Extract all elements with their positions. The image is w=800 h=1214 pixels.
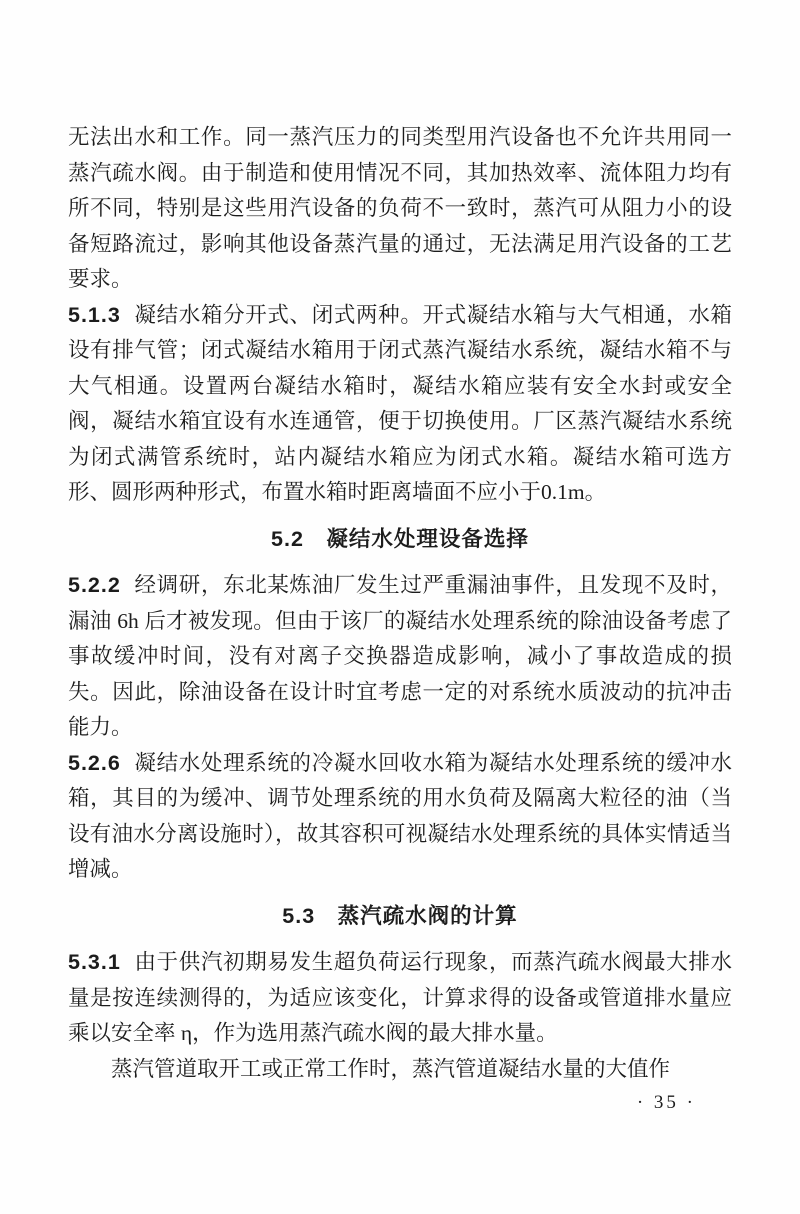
paragraph-text: 经调研，东北某炼油厂发生过严重漏油事件，且发现不及时，漏油 6h 后才被发现。但由于该厂的凝结水处理系统的除油设备考虑了事故缓冲时间，没有对离子交换器造成影响，减小了事故造成的损失。因此，除油设备在设计时宜考虑一定的对系统水质波动的抗冲击能力。: [68, 573, 732, 739]
clause-number: 5.2.2: [68, 573, 121, 597]
paragraph-closing: [68, 1052, 732, 1088]
paragraph-5-2-2: [68, 568, 732, 746]
paragraph-text: 蒸汽管道取开工或正常工作时，蒸汽管道凝结水量的大值作: [111, 1056, 671, 1081]
paragraph-text: 由于供汽初期易发生超负荷运行现象，而蒸汽疏水阀最大排水量是按连续测得的，为适应该变化，计算求得的设备或管道排水量应乘以安全率 η，作为选用蒸汽疏水阀的最大排水量。: [68, 950, 732, 1045]
paragraph-5-3-1: [68, 945, 732, 1052]
page-content: [68, 120, 732, 1087]
paragraph-text: 凝结水处理系统的冷凝水回收水箱为凝结水处理系统的缓冲水箱，其目的为缓冲、调节处理系统的用水负荷及隔离大粒径的油（当设有油水分离设施时），故其容积可视凝结水处理系统的具体实情适当增减。: [68, 750, 732, 881]
section-heading-5-2: 5.2 凝结水处理设备选择: [271, 526, 529, 551]
clause-number: 5.1.3: [68, 302, 121, 327]
paragraph-5-1-3: [68, 298, 732, 511]
clause-number: 5.3.1: [68, 950, 121, 974]
clause-number: 5.2.6: [68, 750, 121, 775]
paragraph-5-2-6: [68, 746, 732, 888]
paragraph-text: 凝结水箱分开式、闭式两种。开式凝结水箱与大气相通，水箱设有排气管；闭式凝结水箱用于闭式蒸汽凝结水系统，凝结水箱不与大气相通。设置两台凝结水箱时，凝结水箱应装有安全水封或安全阀，凝结水箱宜设有水连通管，便于切换使用。厂区蒸汽凝结水系统为闭式满管系统时，站内凝结水箱应为闭式水箱。凝结水箱可选方形、圆形两种形式，布置水箱时距离墙面不应小于0.1m。: [68, 302, 732, 504]
paragraph-text: 无法出水和工作。同一蒸汽压力的同类型用汽设备也不允许共用同一蒸汽疏水阀。由于制造和使用情况不同，其加热效率、流体阻力均有所不同，特别是这些用汽设备的负荷不一致时，蒸汽可从阻力小的设备短路流过，影响其他设备蒸汽量的通过，无法满足用汽设备的工艺要求。: [68, 125, 732, 291]
paragraph-continued: [68, 120, 732, 298]
page-number: · 35 ·: [636, 1092, 696, 1113]
section-heading-5-3: 5.3 蒸汽疏水阀的计算: [282, 903, 518, 928]
